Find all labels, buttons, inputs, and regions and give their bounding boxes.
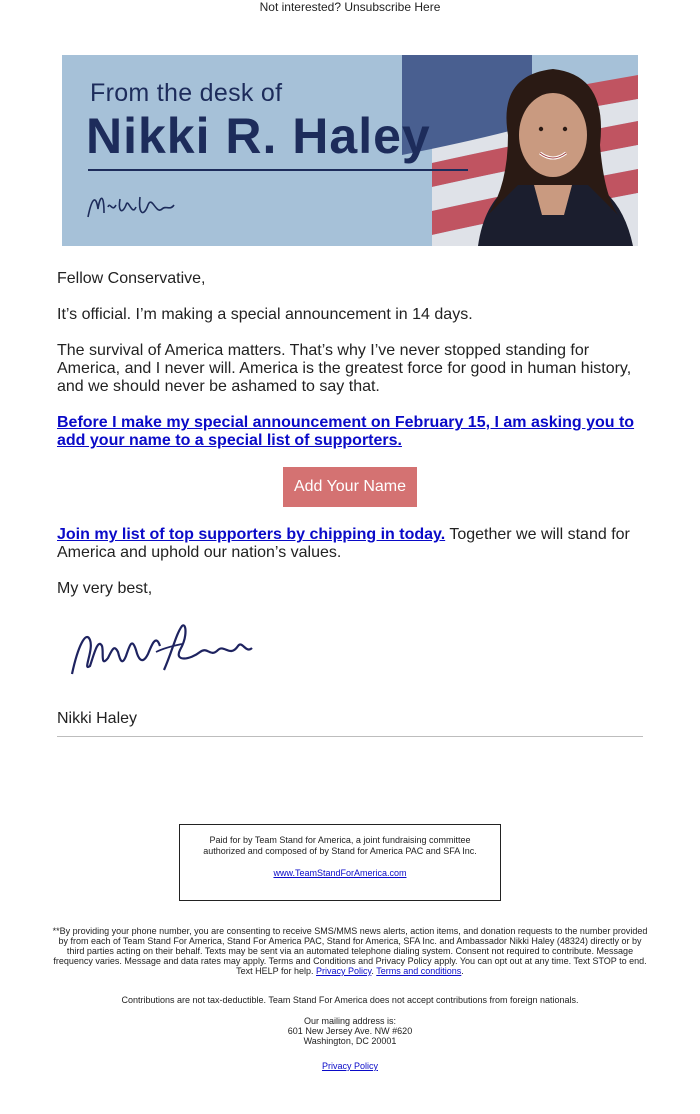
paid-for-text: Paid for by Team Stand for America, a joint fundraising committee authorized and composed of by Stand for America PAC and SFA Inc.: [203, 835, 477, 856]
add-name-link[interactable]: Before I make my special announcement on February 15, I am asking you to add your name to a special list of supporters.: [57, 414, 635, 449]
sms-sep: .: [371, 966, 377, 976]
signature-icon: [60, 616, 260, 690]
header-banner: [62, 55, 638, 246]
contributions-note: Contributions are not tax-deductible. Team Stand For America does not accept contributions from foreign nationals.: [121, 995, 579, 1005]
greeting: Fellow Conservative,: [57, 270, 206, 287]
signoff-name: Nikki Haley: [57, 710, 138, 727]
chip-in-paragraph: [57, 526, 647, 562]
terms-link[interactable]: Terms and conditions: [376, 966, 462, 976]
add-your-name-button[interactable]: Add Your Name: [283, 467, 417, 507]
privacy-policy-link[interactable]: Privacy Policy: [321, 1061, 378, 1071]
paid-for-box: [179, 824, 501, 901]
sms-disclaimer-text: **By providing your phone number, you are consenting to receive SMS/MMS news alerts, action items, and donation requests to the number provided by from each of Team Stand For America, Stand For America PAC, Stand for America, SFA Inc. and Ambassador Nikki Haley (48324) directly or by third parties acting on their behalf. Texts may be sent via an automated telephone dialing system. Consent not required to contribute. Message frequency varies. Message and data rates may apply. Terms and Conditions and Privacy Policy apply. You can opt out at any time. Text STOP to end. Text HELP for help.: [52, 926, 648, 976]
sms-end: .: [461, 966, 464, 976]
supporters-link-paragraph: [57, 414, 647, 450]
website-link[interactable]: www.TeamStandForAmerica.com: [273, 868, 407, 878]
portrait-icon: [468, 55, 638, 246]
announcement-paragraph: It’s official. I’m making a special announcement in 14 days.: [57, 306, 473, 323]
sms-disclaimer: [50, 926, 650, 976]
divider: [57, 736, 643, 737]
privacy-policy-link-inline[interactable]: Privacy Policy: [316, 966, 372, 976]
address-line2: Washington, DC 20001: [303, 1036, 397, 1046]
mailing-address: [50, 1016, 650, 1046]
banner-signature-icon: [82, 187, 182, 227]
mailing-label: Our mailing address is:: [303, 1016, 397, 1026]
unsubscribe-line[interactable]: Not interested? Unsubscribe Here: [259, 0, 441, 14]
survival-paragraph: The survival of America matters. That’s why I’ve never stopped standing for America, and I never will. America is the greatest force for good in human history, and we should never be ashamed to say that.: [57, 342, 632, 395]
privacy-footer: [50, 1061, 650, 1071]
banner-line1: From the desk of: [90, 79, 283, 107]
chip-in-rest: Together we will stand for America and uphold our nation’s values.: [57, 526, 630, 561]
closing-line: My very best,: [57, 580, 153, 597]
address-line1: 601 New Jersey Ave. NW #620: [287, 1026, 413, 1036]
banner-rule: [88, 169, 468, 171]
chip-in-link[interactable]: Join my list of top supporters by chipping in today.: [57, 526, 446, 543]
banner-title: Nikki R. Haley: [86, 108, 431, 164]
